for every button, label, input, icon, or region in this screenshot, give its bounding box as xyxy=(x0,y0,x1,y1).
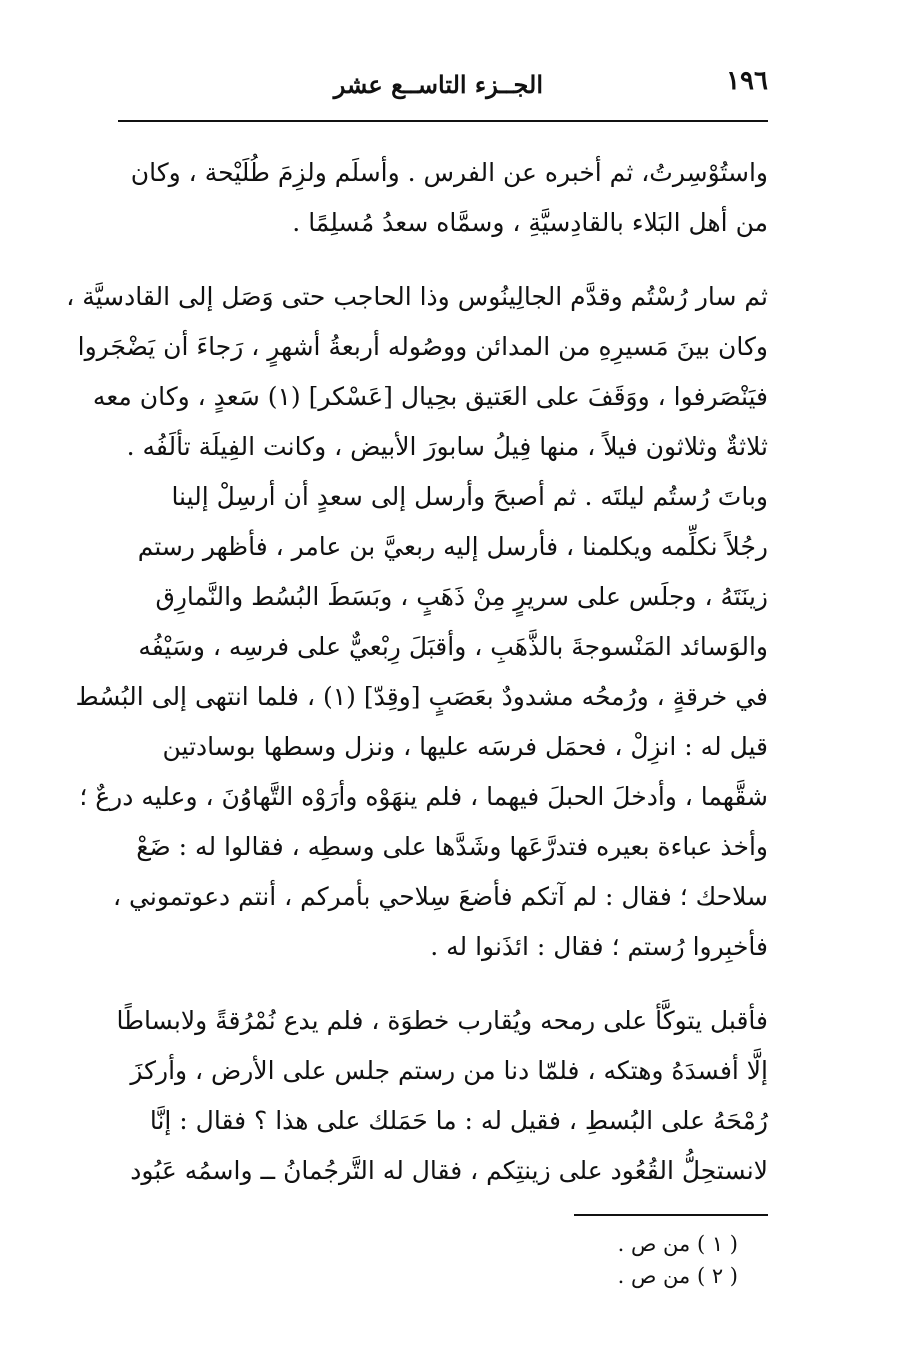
text-line: شقَّهما ، وأدخلَ الحبلَ فيهما ، فلم ينهَوْه وأرَوْه التَّهاوُنَ ، وعليه درعٌ ؛ xyxy=(79,782,768,811)
text-line: من أهل البَلاء بالقادِسيَّةِ ، وسمَّاه سعدُ مُسلِمًا . xyxy=(292,208,768,237)
footnote-rule xyxy=(574,1214,768,1216)
text-line: قيل له : انزِلْ ، فحمَل فرسَه عليها ، ونزل وسطها بوسادتين xyxy=(162,732,768,761)
text-line: رُمْحَهُ على البُسطِ ، فقيل له : ما حَمَلك على هذا ؟ فقال : إنَّا xyxy=(149,1106,768,1135)
body-text xyxy=(66,148,768,1196)
text-line: واستُوْسِرتُ، ثم أخبره عن الفرس . وأسلَم ولزِمَ طُلَيْحة ، وكان xyxy=(130,158,768,187)
text-line: والوَسائد المَنْسوجةَ بالذَّهَبِ ، وأقبَلَ رِبْعيٌّ على فرسِه ، وسَيْفُه xyxy=(138,632,768,661)
footnote: ( ٢ ) من ص . xyxy=(617,1264,738,1288)
text-line: لانستحِلُّ القُعُود على زينتِكم ، فقال له التَّرجُمانُ ــ واسمُه عَبُود xyxy=(130,1156,768,1185)
text-line: رجُلاً نكلِّمه ويكلمنا ، فأرسل إليه ربعيَّ بن عامر ، فأظهر رستم xyxy=(137,532,768,561)
text-line: فيَنْصَرفوا ، ووَقَفَ على العَتيق بحِيال [عَسْكر] (١) سَعدٍ ، وكان معه xyxy=(92,382,768,411)
paragraph xyxy=(118,148,768,248)
text-line: وباتَ رُستُم ليلتَه . ثم أصبحَ وأرسل إلى سعدٍ أن أرسِلْ إلينا xyxy=(171,482,768,511)
text-line: ثم سار رُسْتُم وقدَّم الجالِينُوس وذا الحاجب حتى وَصَل إلى القادسيَّة ، xyxy=(66,282,768,311)
running-title: الجــزء التاســع عشر xyxy=(333,70,543,99)
paragraph xyxy=(66,272,768,972)
text-line: ثلاثةٌ وثلاثون فيلاً ، منها فِيلُ سابورَ الأبيض ، وكانت الفِيلَة تألَفُه . xyxy=(126,432,768,461)
text-line: سلاحك ؛ فقال : لم آتكم فأضعَ سِلاحي بأمركم ، أنتم دعوتموني ، xyxy=(113,882,768,911)
text-line: وكان بينَ مَسيرِهِ من المدائن ووصُوله أربعةُ أشهرٍ ، رَجاءَ أن يَضْجَروا xyxy=(77,332,768,361)
running-head xyxy=(118,66,768,106)
page-number: ١٩٦ xyxy=(726,66,768,96)
paragraph xyxy=(118,996,768,1196)
footnotes xyxy=(118,1228,738,1292)
header-rule xyxy=(118,120,768,122)
text-line: إلَّا أفسدَهُ وهتكه ، فلمّا دنا من رستم جلس على الأرض ، وأركزَ xyxy=(130,1056,768,1085)
footnote: ( ١ ) من ص . xyxy=(617,1232,738,1256)
text-line: في خرقةٍ ، ورُمحُه مشدودٌ بعَصَبٍ [وقِدّ] (١) ، فلما انتهى إلى البُسُط xyxy=(75,682,768,711)
text-line: زينَتَهُ ، وجلَس على سريرٍ مِنْ ذَهَبٍ ، وبَسَطَ البُسُط والنَّمارِق xyxy=(155,582,768,611)
text-line: فأخبِروا رُستم ؛ فقال : ائذَنوا له . xyxy=(430,932,768,961)
text-line: فأقبل يتوكَّأ على رمحه ويُقارب خطوَة ، فلم يدع نُمْرُقةً ولابساطًا xyxy=(116,1006,768,1035)
text-line: وأخذ عباءة بعيره فتدرَّعَها وشَدَّها على وسطِه ، فقالوا له : ضَعْ xyxy=(136,832,768,861)
